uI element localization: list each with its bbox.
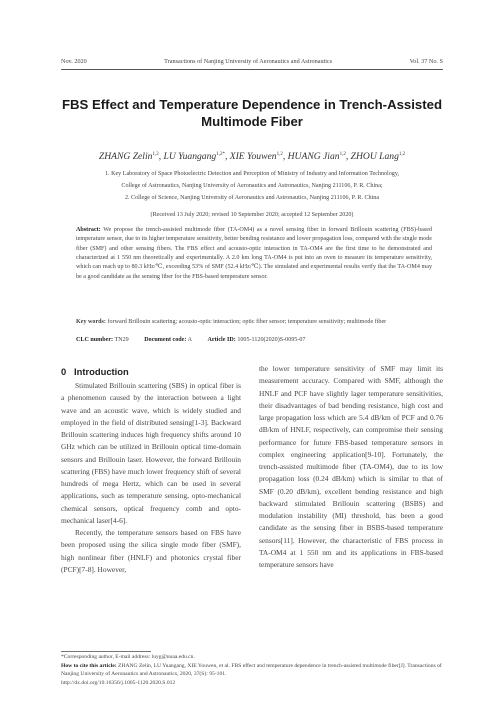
clc-value: TN29 [114,337,129,343]
article-id-label: Article ID: [207,337,236,343]
citation-text: ZHANG Zelin, LU Yuangang, XIE Youwen, et al. FBS effect and temperature dependence in trench-assisted multimode fiber[J]. Transactions of Nanjing University of Aeronautics and Astronautics, 2020, 37(S): 95-101. [61,662,442,678]
author: XIE Youwen [229,151,277,162]
classification-line [76,337,432,343]
author: HUANG Jian [287,151,340,162]
author-affiliation-mark: 1,2 [152,151,159,157]
abstract-label: Abstract: [76,227,101,233]
header-divider [61,69,443,70]
author-affiliation-mark: 1,2 [339,151,346,157]
body-right-column [259,363,443,571]
document-code-label: Document code: [144,337,187,343]
author-list: ZHANG Zelin$^{1,2}$, LU Yuangang$^{1,2*}$, XIE Youwen$^{1,2}$, HUANG Jian$^{1,2}$, ZHOU Lang$^{1,2}$ [98,151,406,162]
keywords-label: Key words: [76,319,106,325]
body-paragraph: Recently, the temperature sensors based on FBS have been proposed using the silica single mode fiber (SMF), high nonlinear fiber (HNLF) and photonics crystal fiber (PCF)[7-8]. However, [61,528,241,574]
abstract [76,226,432,282]
keywords-text: forward Brillouin scattering; acousto-optic interaction; optic fiber sensor; temperature sensitivity; multimode fiber [107,319,387,325]
keywords [76,318,432,327]
footnote [61,653,443,687]
section-number: 0 [61,366,67,377]
citation-label: How to cite this article: [61,662,117,669]
abstract-text: We propose the trench-assisted multimode fiber (TA-OM4) as a novel sensing fiber in forward Brillouin scattering (FBS)-based temperature sensor, due to its higher temperature sensitivity, better bending resistance and lower propagation loss, compared with the single mode fiber (SMF) and other sensing fibers. The FBS effect and acousto-optic interaction in TA-OM4 are the first time to be demonstrated and characterized at 1 550 nm theoretically and experimentally. A 2.0 km long TA-OM4 is put into an oven to measure its temperature sensitivity, which can reach up to 80.3 kHz/℃, exceeding 53% of SMF (52.4 kHz/℃). The simulated and experimental results verify that the TA-OM4 may be a good candidate as the sensing fiber for the FBS-based temperature sensor. [76,227,432,280]
title-line-2: Multimode Fiber [201,114,303,129]
affiliation-line: 1. Key Laboratory of Space Photoelectric Detection and Perception of Ministry of Industry and Information Technology, [104,171,400,177]
header-journal: Transactions of Nanjing University of Aeronautics and Astronautics [164,58,333,65]
document-code-value: A [187,337,192,343]
section-title: Introduction [74,366,129,377]
body-left-column [61,380,241,576]
section-heading [61,366,129,377]
author: LU Yuangang [163,151,217,162]
author: ZHANG Zelin [98,151,153,162]
author-affiliation-mark: 1,2* [216,151,225,157]
corresponding-author-note: *Corresponding author, E-mail address: luyg@nuaa.edu.cn. [61,654,195,660]
paper-title [61,96,443,130]
header-volume: Vol. 37 No. S [409,58,443,65]
clc-label: CLC number: [76,337,114,343]
doi-link[interactable]: http://dx.doi.org/10.16356/j.1005-1120.2020.S.012 [61,679,176,686]
author-affiliation-mark: 1,2 [398,151,406,157]
title-line-1: FBS Effect and Temperature Dependence in Trench-Assisted [61,97,443,112]
received-dates: (Received 13 July 2020; revised 10 September 2020; accepted 12 September 2020) [150,212,354,218]
header-date: Nov. 2020 [61,58,87,65]
body-paragraph: Stimulated Brillouin scattering (SBS) in optical fiber is a phenomenon caused by the interaction between a light wave and an acoustic wave, which is widely studied and employed in the field of distributed sensing[1-3]. Backward Brillouin scattering induces high frequency shifts around 10 GHz which can be utilized in Brillouin optical time-domain sensors and Brillouin laser. However, the forward Brillouin scattering (FBS) have much lower frequency shift of several hundreds of mega Hertz, which can be used in several applications, such as temperature sensing, opto-mechanical chemical sensors, optical frequency comb and opto-mechanical laser[4-6]. [61,381,241,525]
footnote-divider [61,651,151,652]
body-paragraph: the lower temperature sensitivity of SMF may limit its measurement accuracy. Compared with SMF, although the HNLF and PCF have slightly lager temperature sensitivities, their disadvantages of bad bending resistance, high cost and large propagation loss which are 5.4 dB/km of PCF and 0.76 dB/km of HNLF, respectively, can compromise their sensing performance for future FBS-based temperature sensors in complex engineering application[9-10]. Fortunately, the trench-assisted multimode fiber (TA-OM4), due to its low propagation loss (0.24 dB/km) which is similar to that of SMF (0.20 dB/km), excellent bending resistance and high backward stimulated Brillouin scattering (BSBS) and modulation instability (MI) threshold, has been a good candidate as the sensing fiber in BSBS-based temperature sensors[11]. However, the characteristic of FBS process in TA-OM4 at 1 550 nm and its applications in FBS-based temperature sensors have [259,364,443,569]
affiliation-line: College of Astronautics, Nanjing University of Aeronautics and Astronautics, Nanjing 211106, P. R. China; [121,183,383,189]
running-header [61,58,443,65]
affiliation-line: 2. College of Science, Nanjing University of Aeronautics and Astronautics, Nanjing 211106, P. R. China [124,195,380,201]
author: ZHOU Lang [350,151,399,162]
article-id-value: 1005-1120(2020)S-0095-07 [237,337,306,343]
author-affiliation-mark: 1,2 [276,151,283,157]
